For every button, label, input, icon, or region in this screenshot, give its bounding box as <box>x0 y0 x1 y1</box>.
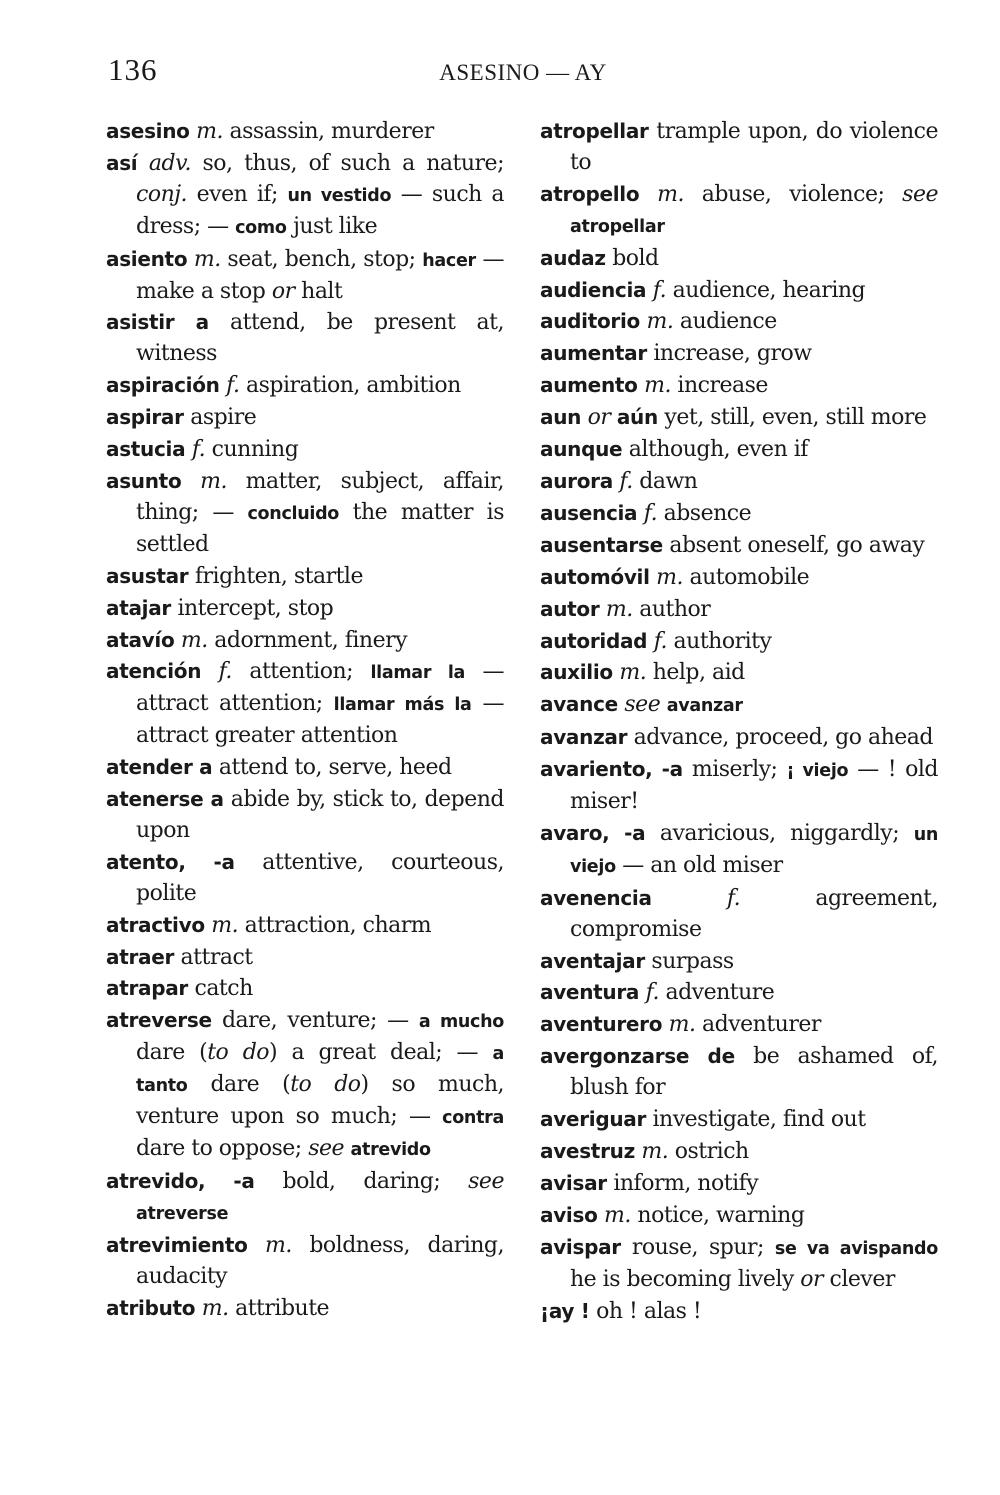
headword: atractivo <box>106 912 205 937</box>
phrase: atropellar <box>570 216 665 237</box>
translation: intercept, stop <box>170 595 334 621</box>
translation: attentive, courteous, polite <box>136 849 504 906</box>
headword: avestruz <box>540 1139 635 1163</box>
dictionary-entry <box>106 593 504 625</box>
grammar-label: m. <box>656 564 684 590</box>
dictionary-column-left <box>106 116 504 1324</box>
dictionary-entry <box>106 466 504 561</box>
translation: notice, warning <box>630 1202 805 1228</box>
grammar-label: f. <box>726 885 741 911</box>
dictionary-entry <box>540 402 938 434</box>
dictionary-entry <box>540 594 938 626</box>
translation: help, aid <box>646 660 745 686</box>
translation: — attract greater attention <box>136 691 504 749</box>
phrase: ¡ viejo <box>786 761 849 782</box>
dictionary-entry <box>540 370 938 402</box>
dictionary-entry <box>540 179 938 243</box>
headword: ausencia <box>540 500 638 525</box>
translation: attend, be present at, witness <box>136 310 504 367</box>
page-number: 136 <box>108 52 158 87</box>
translation <box>248 1233 265 1258</box>
headword: aviso <box>540 1202 598 1227</box>
dictionary-entry <box>540 530 938 562</box>
headword: ausentarse <box>540 532 663 557</box>
dictionary-entry <box>106 625 504 657</box>
grammar-label: f. <box>643 500 658 526</box>
translation: adventure <box>658 980 775 1006</box>
translation: abuse, violence; <box>683 181 903 207</box>
grammar-label: m. <box>619 660 647 686</box>
headword: avenencia <box>540 885 652 910</box>
phrase: un vestido <box>287 185 392 206</box>
translation: increase <box>670 373 768 399</box>
translation: — attract attention; <box>136 659 504 717</box>
translation: — an old miser <box>615 852 783 878</box>
grammar-label: or <box>271 278 295 304</box>
headword: asustar <box>106 563 189 588</box>
translation: so, thus, of such a nature; <box>190 150 504 176</box>
headword: atropellar <box>540 119 649 143</box>
translation: ) so much, venture upon so much; — <box>136 1072 504 1130</box>
translation: adornment, finery <box>207 627 408 653</box>
dictionary-entry <box>540 754 938 818</box>
dictionary-entry <box>106 656 504 752</box>
translation: advance, proceed, go ahead <box>627 725 934 751</box>
headword: atavío <box>106 627 175 652</box>
grammar-label: conj. <box>136 181 188 207</box>
headword: atento, -a <box>106 849 235 874</box>
dictionary-entry <box>106 1005 504 1166</box>
dictionary-entry <box>106 244 504 308</box>
dictionary-entry <box>540 1200 938 1232</box>
translation <box>201 659 218 684</box>
grammar-label: or <box>587 405 611 431</box>
translation: — such a dress; — <box>136 181 504 239</box>
headword: aventura <box>540 980 640 1005</box>
dictionary-entry <box>540 1009 938 1041</box>
headword: auxilio <box>540 660 613 685</box>
translation: matter, subject, affair, thing; — <box>136 468 504 525</box>
dictionary-entry <box>540 434 938 466</box>
translation: assassin, murderer <box>222 119 434 144</box>
phrase: un viejo <box>570 824 939 877</box>
headword: atención <box>106 659 202 684</box>
dictionary-entry <box>106 752 504 784</box>
dictionary-entry <box>540 1041 938 1104</box>
translation: dawn <box>632 468 698 494</box>
phrase: llamar más la <box>333 695 472 716</box>
dictionary-entry <box>106 1166 504 1230</box>
phrase: contra <box>442 1108 504 1129</box>
translation: absence <box>657 500 752 526</box>
grammar-label: m. <box>180 627 208 653</box>
translation: ) a great deal; — <box>269 1040 493 1066</box>
grammar-label: see <box>308 1136 345 1161</box>
headword: avergonzarse de <box>540 1044 735 1069</box>
grammar-label: see <box>624 692 661 718</box>
grammar-label: or <box>800 1266 824 1292</box>
translation: dare to oppose; <box>136 1136 309 1161</box>
translation: yet, still, even, still more <box>657 405 927 431</box>
translation <box>652 886 727 911</box>
translation: frighten, startle <box>188 563 363 589</box>
grammar-label: m. <box>200 468 227 494</box>
phrase: a mucho <box>418 1012 504 1033</box>
grammar-label: m. <box>193 246 221 272</box>
headword: aun <box>540 405 582 430</box>
headword: averiguar <box>540 1107 647 1132</box>
headword: atajar <box>106 595 171 620</box>
headword: aunque <box>540 437 623 462</box>
dictionary-entry <box>106 910 504 942</box>
translation: attribute <box>228 1295 330 1321</box>
grammar-label: m. <box>605 596 633 622</box>
grammar-label: adv. <box>148 150 191 176</box>
grammar-label: f. <box>653 628 668 654</box>
translation: investigate, find out <box>646 1107 866 1133</box>
translation: attention; <box>231 659 371 685</box>
dictionary-entry <box>540 116 938 179</box>
translation: absent oneself, go away <box>662 532 925 558</box>
headword: atributo <box>106 1295 196 1320</box>
grammar-label: m. <box>668 1012 696 1038</box>
running-head: ASESINO — AY <box>439 60 607 85</box>
headword: atreverse <box>106 1008 212 1033</box>
dictionary-entry <box>106 402 504 434</box>
headword: aventurero <box>540 1012 663 1037</box>
dictionary-entry <box>540 626 938 658</box>
grammar-label: m. <box>211 912 239 938</box>
grammar-label: m. <box>646 309 674 335</box>
headword: avispar <box>540 1234 621 1259</box>
dictionary-entry <box>540 657 938 689</box>
headword: avanzar <box>540 725 628 750</box>
translation: catch <box>188 976 253 1002</box>
translation: automobile <box>683 564 810 590</box>
translation: the matter is settled <box>136 499 504 557</box>
headword: aumentar <box>540 341 647 366</box>
translation: boldness, daring, audacity <box>136 1232 504 1289</box>
dictionary-entry <box>106 561 504 593</box>
grammar-label: m. <box>657 181 684 207</box>
headword: asunto <box>106 468 182 493</box>
dictionary-entry <box>106 1230 504 1293</box>
translation: authority <box>667 628 772 654</box>
headword: autor <box>540 596 600 621</box>
translation: attraction, charm <box>238 912 432 938</box>
headword: autoridad <box>540 628 648 653</box>
headword: astucia <box>106 437 186 462</box>
translation: halt <box>294 278 343 304</box>
dictionary-entry <box>106 847 504 910</box>
grammar-label: f. <box>226 373 240 399</box>
headword: avance <box>540 692 618 717</box>
phrase: llamar la <box>370 663 466 684</box>
dictionary-entry <box>106 942 504 974</box>
headword: aspiración <box>106 373 220 398</box>
headword: avaro, -a <box>540 820 646 845</box>
headword: atrapar <box>106 976 188 1001</box>
phrase: concluido <box>247 503 340 524</box>
grammar-label: see <box>468 1168 504 1194</box>
phrase: hacer <box>422 250 476 271</box>
headword: aspirar <box>106 405 184 430</box>
translation: attract <box>174 944 253 970</box>
grammar-label: f. <box>645 980 659 1006</box>
translation: oh ! alas ! <box>589 1298 702 1324</box>
grammar-label: m. <box>644 373 671 399</box>
headword: atraer <box>106 944 175 969</box>
translation: agreement, compromise <box>570 885 938 942</box>
headword: atrevido, -a <box>106 1168 255 1193</box>
headword: avariento, -a <box>540 757 683 782</box>
translation: author <box>632 596 711 622</box>
grammar-label: m. <box>265 1232 292 1258</box>
dictionary-entry <box>106 116 504 148</box>
phrase: como <box>235 217 287 238</box>
dictionary-entry <box>540 338 938 370</box>
translation: dare ( <box>187 1072 291 1098</box>
headword: auditorio <box>540 309 640 334</box>
phrase: atrevido <box>350 1140 431 1160</box>
dictionary-entry <box>106 370 504 402</box>
headword: asistir a <box>106 310 209 335</box>
translation: ostrich <box>668 1139 749 1164</box>
grammar-label: m. <box>604 1202 631 1228</box>
dictionary-entry <box>106 148 504 244</box>
dictionary-entry <box>540 498 938 530</box>
translation: miserly; <box>682 757 787 783</box>
dictionary-entry <box>540 243 938 275</box>
translation: cunning <box>205 437 299 463</box>
grammar-label: m. <box>201 1295 229 1321</box>
dictionary-entry <box>540 306 938 338</box>
dictionary-entry <box>106 973 504 1005</box>
translation: seat, bench, stop; <box>220 246 423 272</box>
dictionary-entry <box>540 1232 938 1296</box>
dictionary-entry <box>106 784 504 847</box>
dictionary-entry <box>540 689 938 722</box>
translation: aspiration, ambition <box>239 373 461 399</box>
grammar-label: see <box>902 181 939 207</box>
translation: even if; <box>187 181 288 207</box>
translation: bold, daring; <box>254 1168 469 1194</box>
dictionary-entry <box>540 275 938 307</box>
translation: just like <box>286 213 378 239</box>
headword: atenerse a <box>106 787 224 812</box>
grammar-label: f. <box>218 659 232 685</box>
headword: aurora <box>540 468 613 493</box>
dictionary-entry <box>540 466 938 498</box>
translation <box>181 469 200 494</box>
phrase: se va avispando <box>774 1238 938 1259</box>
headword: audaz <box>540 245 606 270</box>
translation: be ashamed of, blush for <box>570 1044 938 1101</box>
translation: audience <box>673 309 777 335</box>
dictionary-entry <box>540 1104 938 1136</box>
translation: aspire <box>183 405 257 431</box>
headword: automóvil <box>540 564 650 589</box>
phrase: avanzar <box>666 696 743 717</box>
translation: trample upon, do violence to <box>570 119 938 175</box>
grammar-label: f. <box>191 437 206 463</box>
headword: aumento <box>540 373 638 398</box>
page-header <box>108 52 938 92</box>
translation: audience, hearing <box>666 277 866 303</box>
dictionary-entry <box>540 1136 938 1168</box>
grammar-label: to do <box>290 1072 361 1098</box>
translation: avaricious, niggardly; <box>645 820 914 846</box>
grammar-label: m. <box>196 119 223 144</box>
translation: rouse, spur; <box>620 1234 775 1260</box>
dictionary-entry <box>540 977 938 1009</box>
translation: increase, grow <box>646 341 812 367</box>
headword: atropello <box>540 181 640 206</box>
phrase: atreverse <box>136 1203 229 1224</box>
dictionary-entry <box>540 818 938 883</box>
dictionary-entry <box>540 562 938 594</box>
dictionary-entry <box>540 1168 938 1200</box>
dictionary-entry <box>540 946 938 978</box>
dictionary-entry <box>540 722 938 754</box>
translation <box>137 151 149 176</box>
translation <box>639 182 657 207</box>
translation: inform, notify <box>606 1170 759 1196</box>
headword: ¡ay ! <box>540 1298 590 1323</box>
translation: — ! old miser! <box>570 757 938 815</box>
headword: aún <box>616 405 658 430</box>
translation: surpass <box>644 948 734 974</box>
headword: avisar <box>540 1170 607 1195</box>
translation: dare ( <box>136 1040 208 1066</box>
headword: audiencia <box>540 277 647 302</box>
translation: abide by, stick to, depend upon <box>136 787 505 843</box>
dictionary-entry <box>106 434 504 466</box>
dictionary-entry <box>106 307 504 370</box>
headword: aventajar <box>540 948 645 973</box>
dictionary-entry <box>540 883 938 946</box>
translation <box>187 247 194 272</box>
translation: he is becoming lively <box>570 1266 801 1292</box>
translation: dare, venture; — <box>211 1008 419 1034</box>
translation: adventurer <box>695 1012 821 1038</box>
translation: attend to, serve, heed <box>212 755 452 781</box>
headword: asiento <box>106 246 188 271</box>
phrase: a tanto <box>136 1044 504 1097</box>
translation: clever <box>823 1266 895 1292</box>
headword: asesino <box>106 119 190 143</box>
translation: although, even if <box>622 437 808 463</box>
headword: así <box>106 150 138 175</box>
translation: bold <box>605 245 659 271</box>
headword: atrevimiento <box>106 1232 248 1257</box>
translation: — make a stop <box>136 246 504 304</box>
grammar-label: f. <box>652 277 667 303</box>
grammar-label: m. <box>641 1139 669 1164</box>
dictionary-entry <box>540 1296 938 1328</box>
dictionary-column-right <box>540 116 938 1327</box>
grammar-label: to do <box>207 1040 270 1066</box>
headword: atender a <box>106 755 213 780</box>
grammar-label: f. <box>619 468 633 494</box>
dictionary-entry <box>106 1293 504 1325</box>
